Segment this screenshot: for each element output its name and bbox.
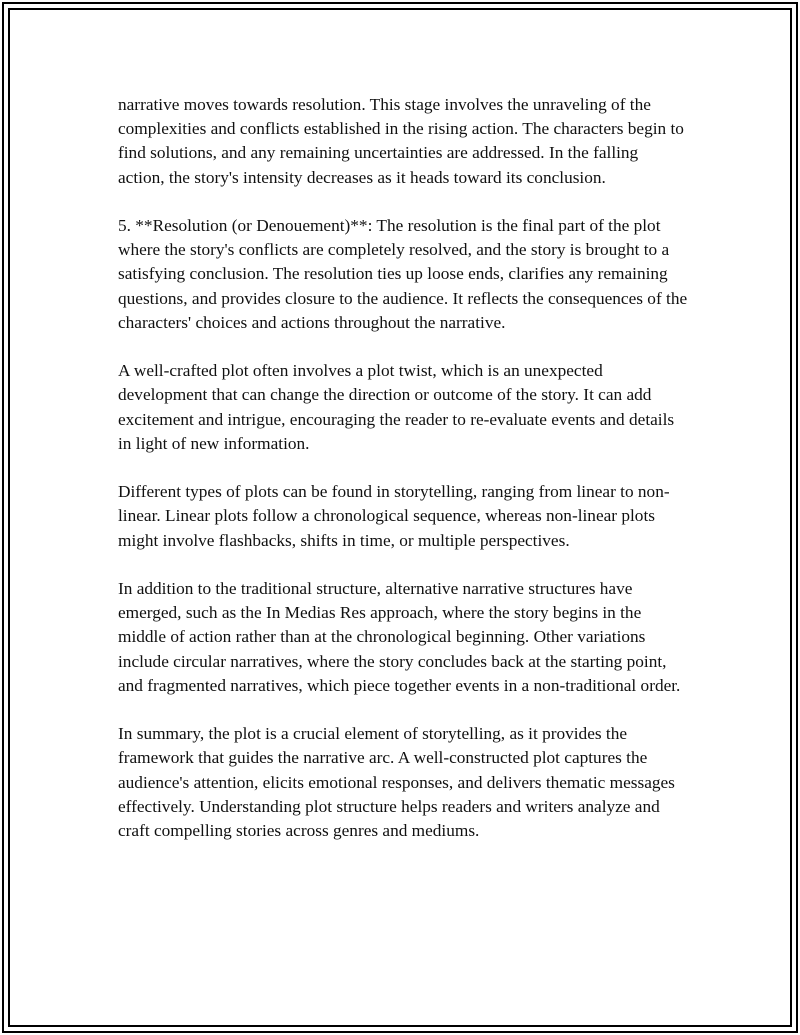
paragraph-resolution: 5. **Resolution (or Denouement)**: The resolution is the final part of the plot where the story's conflicts are completely resolved, and the story is brought to a satisfying conclusion. The resolution ties up loose ends, clarifies any remaining questions, and provides closure to the audience. It reflects the consequences of the characters' choices and actions throughout the narrative. (118, 216, 688, 332)
paragraph-falling-action: narrative moves towards resolution. This stage involves the unraveling of the complexities and conflicts established in the rising action. The characters begin to find solutions, and any remaining uncertainties are addressed. In the falling action, the story's intensity decreases as it heads toward its conclusion. (118, 95, 684, 187)
paragraph-plot-twist: A well-crafted plot often involves a plot twist, which is an unexpected development that can change the direction or outcome of the story. It can add excitement and intrigue, encouraging the reader to re-evaluate events and details in light of new information. (118, 361, 675, 453)
paragraph-plot-types: Different types of plots can be found in storytelling, ranging from linear to non-linear. Linear plots follow a chronological sequence, whereas non-linear plots might involve flashbacks, shifts in time, or multiple perspectives. (118, 482, 670, 550)
paragraph-summary: In summary, the plot is a crucial element of storytelling, as it provides the framework that guides the narrative arc. A well-constructed plot captures the audience's attention, elicits emotional responses, and delivers thematic messages effectively. Understanding plot structure helps readers and writers analyze and craft compelling stories across genres and mediums. (118, 724, 675, 841)
document-body (118, 93, 688, 867)
paragraph-alternative-structures: In addition to the traditional structure, alternative narrative structures have emerged, such as the In Medias Res approach, where the story begins in the middle of action rather than at the chronological beginning. Other variations include circular narratives, where the story concludes back at the starting point, and fragmented narratives, which piece together events in a non-traditional order. (118, 579, 681, 695)
